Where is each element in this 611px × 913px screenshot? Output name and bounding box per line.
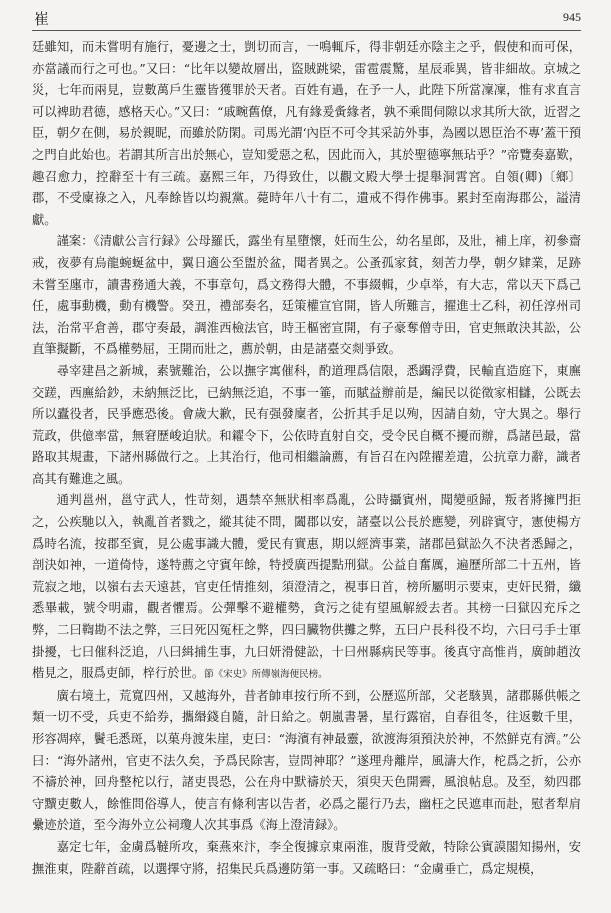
inline-note: 節《宋史》所傳嶺海便民榜。 bbox=[204, 669, 328, 681]
book-page bbox=[0, 4, 611, 913]
paragraph-2 bbox=[32, 231, 581, 361]
paragraph-text: 通判邕州，邕守武人，性苛刻，遇禁卒無狀相率爲亂，公時攝賓州，聞變亟歸，叛者將擁門拒之，公疾馳以入，執亂首者戮之，縱其徒不問，闔郡以安，諸臺以公長於應變，列辟賓守，憲使楊方爲時名流，按郡至賓，見公處事識大體，愛民有實惠，期以經濟事業，諸郡邑獄訟久不決者悉歸之，剖決如神，一道倚恃，遂特薦之守賓年餘，特授廣西提點刑獄。公益自奮厲，遍歷所部二十五州，皆荒寂之地，以嶺右去天遠甚，官吏任情推刻，須澄清之，視事日首，榜所屬明示要束，吏奸民猾，纖悉畢載，號令明肅，觀者懼焉。公彈擊不避權勢，貪污之徒有望風解綬去者。其榜一曰獄囚充斥之弊，二曰鞫勘不法之弊，三曰死囚冤枉之弊，四曰臟物供攤之弊，五曰户長科役不均，六曰弓手士軍掛擾，七曰催科泛追，八曰緝捕生事，九曰妍滑健訟，十曰州縣病民等事。後真守高惟肖，廣帥趙汝楷見之，服爲吏師，梓行於世。 bbox=[32, 493, 581, 681]
paragraph-text: 廷雖知，而未嘗明有施行，憂邊之士，剴切而言，一鳴輒斥，得非朝廷亦陰主之乎，假使和而可保，亦當議而行之可也。”又曰：“比年以變故層出，盜賊跳梁，雷雹震驚，星辰乖異，皆非細故。京城之災，七年而兩見，豈數萬戶生靈皆獲罪於天者。百姓有過，在予一人，此陛下所當凜凜，惟有求直言可以裨助君德，感格天心。”又曰：“戚畹舊僚，凡有緣爰夤緣者，孰不乘間伺隙以求其所大欲，近習之臣，朝夕在側，易於親昵，而雖於防閑。司馬光謂‘內臣不可令其采訪外事，為國以恩臣治不專’蓋干預之門自此始也。若謂其所言出於無心，豈知愛惡之私，因此而入，其於聖德寧無玷乎？”帝覽奏嘉歎，趣召愈力，控辭至十有三疏。嘉熙三年，乃得致仕，以觀文殿大學士提舉洞霄宮。自領(卿)〔鄉〕郡，不受廩祿之入，凡奉餘皆以均親黨。薨時年八十有二，遺戒不得作佛事。累封至南海郡公，謚清獻。 bbox=[32, 40, 581, 227]
paragraph-text: 嘉定七年，金虜爲韃所攻，棄燕來汴，李全復據京東兩淮，腹背受敵，特除公賓謨閣知揚州，安撫淮東，陛辭首疏，以選擇守將，招集民兵爲邊防第一事。又疏略曰：“金虜垂亡，爲定規模， bbox=[32, 839, 581, 876]
page-header bbox=[32, 4, 581, 31]
paragraph-4 bbox=[32, 490, 581, 685]
paragraph-5 bbox=[32, 686, 581, 837]
paragraph-6 bbox=[32, 837, 581, 880]
page-number: 945 bbox=[563, 10, 581, 24]
paragraph-1 bbox=[32, 37, 581, 231]
paragraph-3 bbox=[32, 361, 581, 491]
paragraph-text: 尋宰建昌之新城，素號難治，公以撫字寓催科，酌道理爲信限，悉蠲浮費，民輸直造庭下，東廡交蹉，西廡給鈔，未納無泛比，已納無泛追，不事一箠，而賦益辦前是，編民以從徵家相讎，公既去所以蠹役者，民爭應恐後。會歲大歉，民有强發廩者，公折其手足以殉，因請自劾，守大異之。舉行荒政，供億率當，無窘歷峻迫狀。和糴令下，公依時直射自交，受令民自概不擾而辦，爲諸邑最，當路取其規畫，下諸州縣做行之。上其治行，他司相繼論薦，有旨召在內陞擢差遣，公抗章力辭，識者高其有難進之風。 bbox=[32, 363, 581, 486]
running-head-title: 崔 bbox=[34, 10, 50, 28]
paragraph-text: 廣右境土，荒寬四州，又越海外，昔者帥車按行所不到，公歷巡所部，父老駭異，諸郡縣供帳之類一切不受，兵吏不給券，攜緡錢自隨，計日給之。朝嵐書暑，星行露宿，自春徂冬，往返數千里，形容凋瘁，鬢毛悉斑，以菓舟渡朱崖，吏曰：“海濱有神最靈，欲渡海須預決於神，不然鮮克有濟。”公曰：“海外諸州，官吏不法久矣，予爲民除害，豈問神耶？”遂理舟離岸，風濤大作，柁爲之折，公亦不禱於神，回舟整柁以行，諸吏畏恐，公在舟中默禱於天，須臾天色開霽，風浪帖息。及至，劾四郡守黷吏數人，餘惟問俗導人，使言有條利害以告者，必爲之罷行乃去，幽枉之民遮車而赴，慰者犁肩纍迹於道，至今海外立公祠瓊人次其事爲《海上澄清録》。 bbox=[32, 688, 581, 833]
paragraph-text: 謹案：《清獻公言行録》公母羅氏，露坐有星墮懷，妊而生公，幼名星郎，及壯，補上庠，初參齋戒，夜夢有烏龍蜿蜒盆中，翼日適公至盥於盆，聞者異之。公蚤孤家貧，刻苦力學，朝夕肄業，足跡未嘗至廛市，讀書務通大義，不事章句，爲文務得大體，不事綴輯，少卓举，有大志，常以天下爲己任，處事動機，動有機警。癸丑，禮部奏名，廷策權宣官開，皆人所難言，擢進士乙科，初任淳州司法，治常平倉善，郡守奏最，調淮西檢法官，時王樞密宣開，有子豪奪僧寺田，官吏無敢決其訟，公直筆擬斷，不爲權勢屈，王開而壯之，薦於朝，由是諸臺交剡爭致。 bbox=[32, 234, 581, 357]
page-body bbox=[32, 37, 581, 880]
